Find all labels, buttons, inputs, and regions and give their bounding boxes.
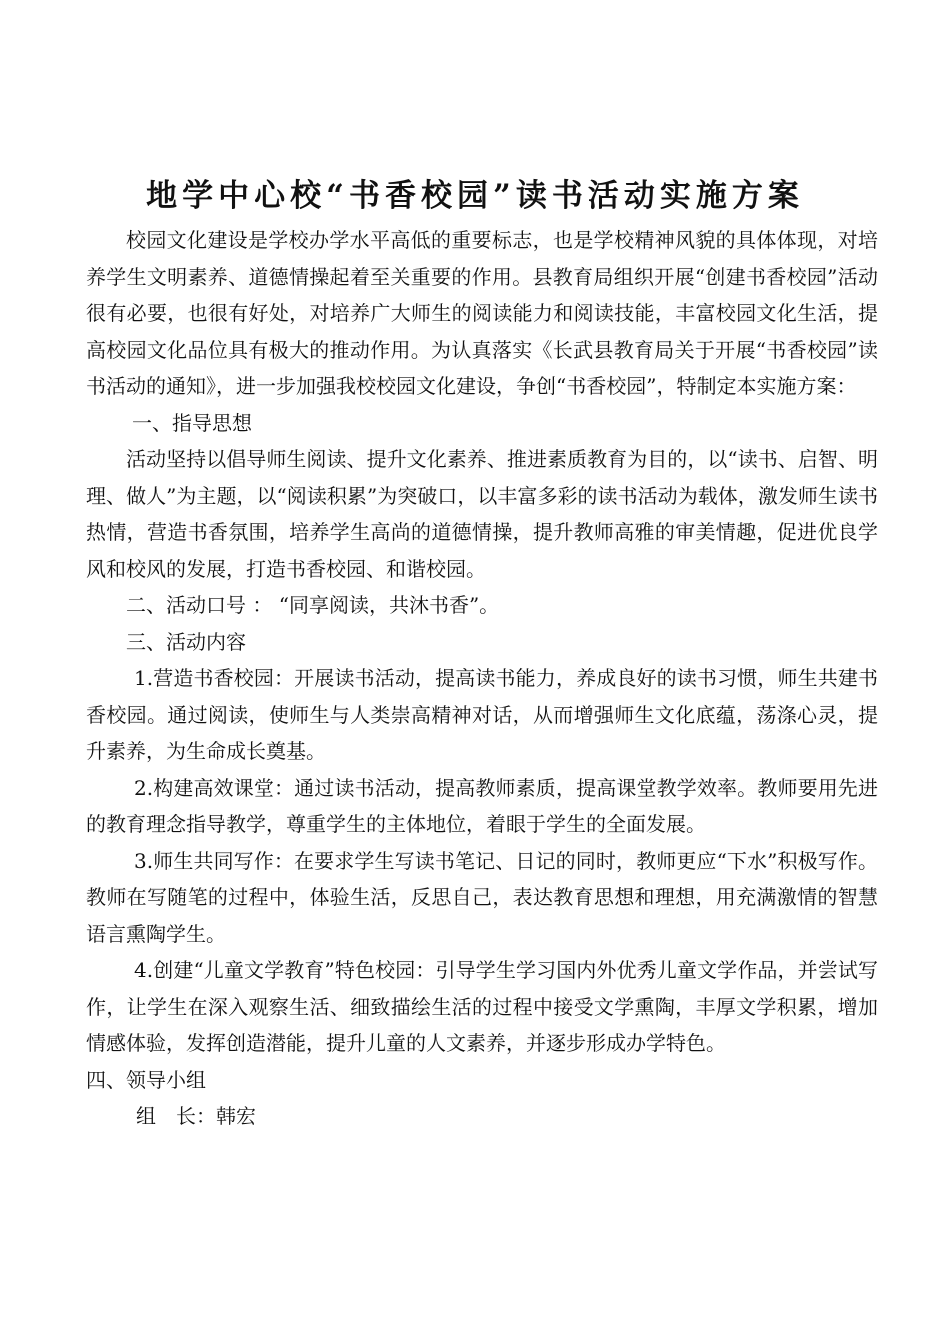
document-body <box>86 222 878 1135</box>
section-heading-activity-content: 三、活动内容 <box>126 629 246 654</box>
intro-paragraph: 校园文化建设是学校办学水平高低的重要标志，也是学校精神风貌的具体体现，对培养学生文明素养、道德情操起着至关重要的作用。县教育局组织开展“创建书香校园”活动很有必要，也很有好处，对培养广大师生的阅读能力和阅读技能，丰富校园文化生活，提高校园文化品位具有极大的推动作用。为认真落实《长武县教育局关于开展“书香校园”读书活动的通知》，进一步加强我校校园文化建设，争创“书香校园”，特制定本实施方案： <box>86 228 878 398</box>
leader-line: 组 长：韩宏 <box>136 1104 256 1128</box>
activity-item-1: 1.营造书香校园：开展读书活动，提高读书能力，养成良好的读书习惯，师生共建书香校园。通过阅读，使师生与人类崇高精神对话，从而增强师生文化底蕴，荡涤心灵，提升素养，为生命成长奠基。 <box>86 666 878 763</box>
section-heading-guiding-ideology: 一、指导思想 <box>132 410 252 435</box>
section-heading-leadership-group: 四、领导小组 <box>86 1067 206 1092</box>
activity-item-4: 4.创建“儿童文学教育”特色校园：引导学生学习国内外优秀儿童文学作品，并尝试写作，让学生在深入观察生活、细致描绘生活的过程中接受文学熏陶，丰厚文学积累，增加情感体验，发挥创造潜能，提升儿童的人文素养，并逐步形成办学特色。 <box>86 958 878 1055</box>
document-title: 地学中心校“书香校园”读书活动实施方案 <box>146 178 804 214</box>
guiding-ideology-paragraph: 活动坚持以倡导师生阅读、提升文化素养、推进素质教育为目的，以“读书、启智、明理、做人”为主题，以“阅读积累”为突破口，以丰富多彩的读书活动为载体，激发师生读书热情，营造书香氛围，培养学生高尚的道德情操，提升教师高雅的审美情趣，促进优良学风和校风的发展，打造书香校园、和谐校园。 <box>86 447 878 581</box>
activity-item-3: 3.师生共同写作：在要求学生写读书笔记、日记的同时，教师更应“下水”积极写作。教师在写随笔的过程中，体验生活，反思自己，表达教育思想和理想，用充满激情的智慧语言熏陶学生。 <box>86 848 878 946</box>
activity-item-2: 2.构建高效课堂：通过读书活动，提高教师素质，提高课堂教学效率。教师要用先进的教育理念指导教学，尊重学生的主体地位，着眼于学生的全面发展。 <box>86 775 878 836</box>
section-heading-slogan: 二、活动口号 ： “同享阅读，共沐书香”。 <box>126 593 500 617</box>
